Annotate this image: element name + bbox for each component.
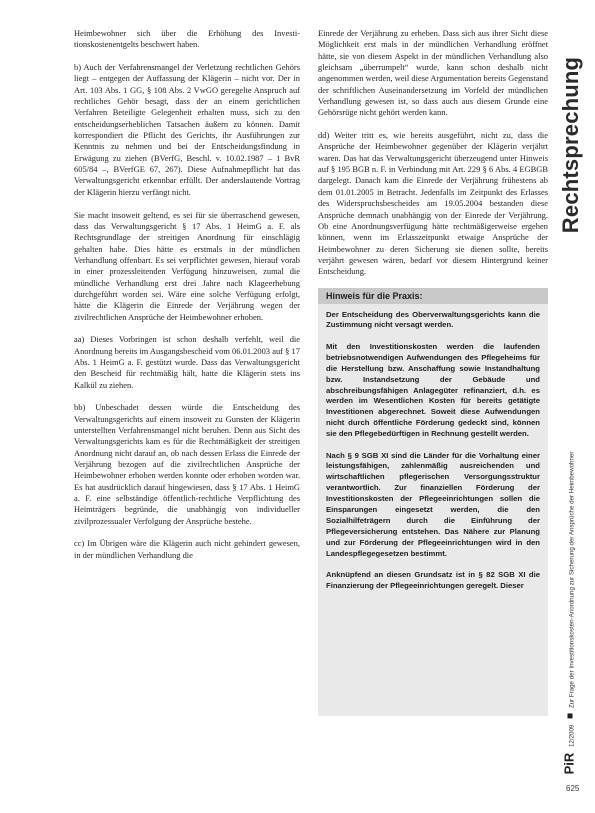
left-column [74, 28, 300, 561]
running-head-text: Zur Frage der Investitionskosten-Anordnung zur Sicherung der Ansprüche der Heimbewohner [568, 451, 576, 709]
left-paragraph-5: bb) Unbeschadet dessen würde die Entscheidung des Verwaltungsgerichts auf einem insoweit zu Gunsten der Klägerin unterstellten Verfahrensmangel nicht beruhen. Denn aus Sicht des Verwaltungsgerichts kam es für die Rechtmäßigkeit der streitigen Anordnung nicht darauf an, ob nach dessen Erlass die Einrede der Verjährung bezogen auf die zivilrechtlichen Ansprüche der Heimbewohner erhoben werden konnte oder erhoben worden war. Es hat ausdrücklich darauf hingewiesen, dass § 17 Abs. 1 HeimG a. F. eine selbständige öffentlich-rechtliche Verpflichtung des Heimträgers begründe, die unabhängig von individueller zivilprozessualer Verfolgung der Ansprüche bestehe. [74, 402, 300, 526]
separator-square-icon [568, 714, 573, 719]
issue-label: 12/2009 [568, 724, 576, 748]
practice-note-box [318, 288, 548, 716]
left-paragraph-3: Sie macht insoweit geltend, es sei für sie überraschend gewesen, dass das Verwaltungsgericht § 17 Abs. 1 HeimG a. F. als Rechtsgrundlage der streitigen Anordnung für einschlägig gehalten habe. Dies hätte es erstmals in der mündlichen Verhandlung offenbart. Es sei verpflichtet gewesen, hierauf vorab in einer prozessleitenden Verfügung hinzuweisen, zumal die mündliche Verhandlung erst drei Jahre nach Klageerhebung durchgeführt worden sei. Wäre eine solche Verfügung erfolgt, hätte die Klägerin die Einrede der Verjährung wegen der zivilrechtlichen Ansprüche der Heimbewohner erhoben. [74, 209, 300, 322]
page-number: 625 [566, 784, 580, 793]
left-paragraph-1: Heimbewohner sich über die Erhöhung des Investi-tionskostenentgelts beschwert haben. [74, 28, 300, 50]
left-paragraph-6: cc) Im Übrigen wäre die Klägerin auch nicht gehindert gewesen, in der mündlichen Verhandlung die [74, 538, 300, 560]
section-label-text: Rechtsprechung [558, 56, 583, 234]
practice-note-paragraph-2: Mit den Investitionskosten werden die laufenden betriebsnotwendigen Aufwendungen des Pflegeheims für die Herstellung bzw. Anschaffung sowie Instandhaltung bzw. Instandsetzung der Gebäude und abschreibungsfähigen Anlagegüter refinanziert, d.h. es werden im Wesentlichen Kosten für bereits getätigte Investitionen abgerechnet. Soweit diese Aufwendungen nicht durch öffentliche Förderung gedeckt sind, können sie den Pflegebedürftigen in Rechnung gestellt werden. [326, 341, 540, 439]
left-paragraph-2: b) Auch der Verfahrensmangel der Verletzung rechtlichen Gehörs liegt – entgegen der Auffassung der Klägerin – nicht vor. Der in Art. 103 Abs. 1 GG, § 108 Abs. 2 VwGO geregelte Anspruch auf rechtliches Gehör besagt, dass der an einem gerichtlichen Verfahren Beteiligte Gelegenheit erhalten muss, sich zu den entscheidungserheblichen Tatsachen äußern zu können. Damit korrespondiert die Pflicht des Gerichts, ihr Ausführungen zur Kenntnis zu nehmen und bei der Entscheidungsfindung in Erwägung zu ziehen (BVerfG, Beschl. v. 10.02.1987 – 1 BvR 605/84 –, BVerfGE 67, 267). Diese Aufnahmepflicht hat das Verwaltungsgericht erkennbar erfüllt. Der anderslautende Vortrag der Klägerin hierzu verfängt nicht. [74, 62, 300, 197]
right-column [318, 28, 548, 716]
practice-note-paragraph-4: Anknüpfend an diesen Grundsatz ist in § 82 SGB XI die Finanzierung der Pflegeeinrichtungen geregelt. Dieser [326, 570, 540, 590]
practice-note-paragraph-3: Nach § 9 SGB XI sind die Länder für die Vorhaltung einer leistungsfähigen, zahlenmäßig ausreichenden und wirtschaftlichen pflegerischen Versorgungsstruktur verantwortlich. Zur finanziellen Förderung der Investitionskosten der Pflegeeinrichtungen sollen die Einsparungen eingesetzt werden, die den Sozialhilfeträgern durch die Einführung der Pflegeversicherung entstehen. Das Nähere zur Planung und zur Förderung der Pflegeeinrichtungen wird in den Landespflegegesetzen bestimmt. [326, 450, 540, 558]
practice-note-title: Hinweis für die Praxis: [318, 288, 548, 304]
running-head [558, 428, 580, 798]
left-paragraph-4: aa) Dieses Vorbringen ist schon deshalb verfehlt, weil die Anordnung bereits im Ausgangsbescheid vom 06.01.2003 auf § 17 Abs. 1 HeimG a. F. gestützt wurde. Dass das Verwaltungsgericht den Bescheid für rechtmäßig hält, hatte die Klägerin stets ins Kalkül zu ziehen. [74, 334, 300, 390]
section-label [556, 40, 586, 250]
journal-logo: PiR [561, 752, 577, 775]
practice-note-paragraph-1: Der Entscheidung des Oberverwaltungsgerichts kann die Zustimmung nicht versagt werden. [326, 309, 540, 330]
right-paragraph-1: Einrede der Verjährung zu erheben. Dass sich aus ihrer Sicht diese Möglichkeit erst mals in der mündlichen Verhandlung eröffnet hätte, sie von diesem Aspekt in der mündlichen Verhandlung also gleichsam „überrumpelt“ wurde, kann schon deshalb nicht angenommen werden, weil diese Argumentation bereits Gegenstand der schriftlichen Auseinandersetzung im Vorfeld der mündlichen Verhandlung gewesen ist, so dass auch aus diesem Grunde eine Gehörsrüge nicht gehört werden kann. [318, 28, 548, 118]
right-paragraph-2: dd) Weiter tritt es, wie bereits ausgeführt, nicht zu, dass die Ansprüche der Heimbewohner gegenüber der Klägerin verjährt waren. Das hat das Verwaltungsgericht überzeugend unter Hinweis auf § 195 BGB n. F. in Verbindung mit Art. 229 § 6 Abs. 4 EGBGB dargelegt. Danach kam die Einrede der Verjährung frühestens ab dem 01.01.2005 in Betracht. Jedenfalls im Zeitpunkt des Erlasses des Widerspruchsbescheides am 19.05.2004 bestanden diese Ansprüche demnach unabhängig von der Einrede der Verjährung. Ob eine Anordnungsverfügung hätte rechtmäßigerweise ergehen können, wenn im Erlasszeitpunkt etwaige Ansprüche der Heimbewohner zu deren Sicherung sie dienen sollte, bereits verjährt gewesen wären, bedarf vor diesem Hintergrund keiner Entscheidung. [318, 130, 548, 277]
